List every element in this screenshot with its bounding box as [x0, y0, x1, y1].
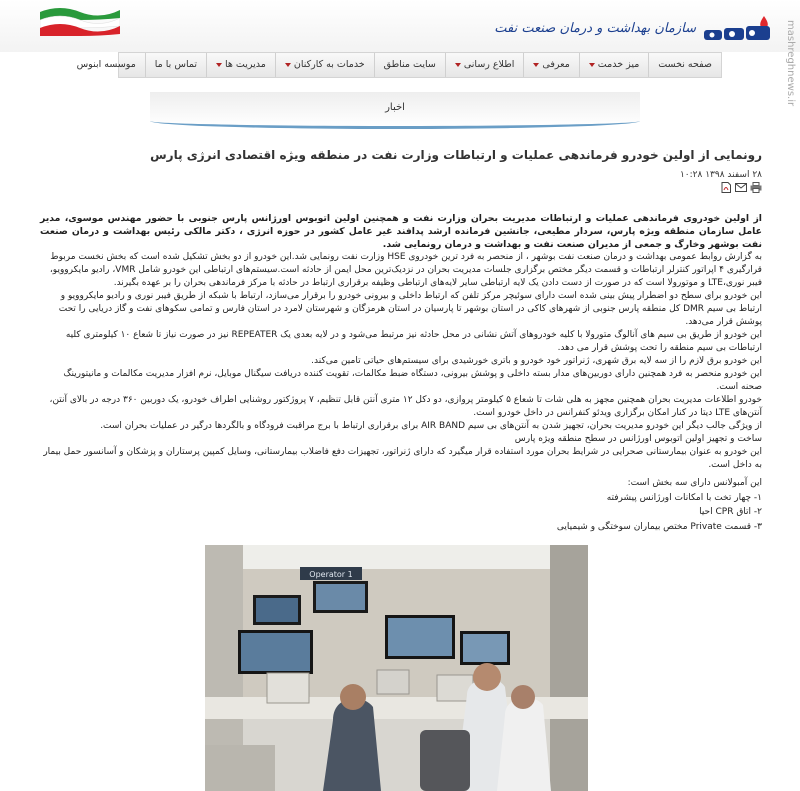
article-photo: [205, 545, 588, 791]
chevron-down-icon: [285, 63, 291, 67]
org-logo[interactable]: [494, 12, 772, 44]
chevron-down-icon: [533, 63, 539, 67]
body-paragraph: این خودرو برای سطح دو اضطرار پیش بینی شده است دارای سوئیچر مرکز تلفن که ارتباط داخلی و بیرونی خودرو را برقرار می‌سازد، ارتباط با شبکه از طریق فیبر نوری و رادیو مایکروویو و ارتباط بی سیم DMR کل منطقه پارس جنوبی از شهرهای کاکی در استان بوشهر تا پارسیان در استان هرمزگان و شهرستان لامرد در استان فارس و تمامی سکوهای نفت و گاز دریایی را تحت پوشش قرار می‌دهد.: [58, 291, 762, 327]
operator-sign: Operator 1: [309, 570, 353, 579]
body-paragraph: خودرو اطلاعات مدیریت بحران همچنین مجهز به هلی شات تا شعاع ۵ کیلومتر پروازی، دو دکل ۱۲ متری آنتن قابل تنظیم، ۷ پروژکتور روشنایی اطراف خودرو، یک دوربین ۳۶۰ درجه در بالای آنتن، آنتن‌های LTE دیتا در کنار امکان برگزاری ویدئو کنفرانس در داخل خودرو است.: [49, 395, 762, 418]
body-paragraph: به گزارش روابط عمومی بهداشت و درمان صنعت نفت بوشهر ، از منحصر به فرد ترین خودروی HSE وزارت نفت رونمایی شد.این خودرو از دو بخش تشکیل شده است که بخش نخست مربوط قرارگیری ۴ اپراتور کنترلر ارتباطات و قسمت دیگر مختص برگزاری جلسات مدیریت بحران در نزدیک‌ترین محل ایمن از حادثه است.سیستم‌های ارتباطی این خودرو شامل VMR، رادیو مایکروویو، فیبر نوری،LTE و موتورولا است که در صورت از دست دادن یک لایه ارتباطی سایر لایه‌های ارتباطی وظیفه برقراری ارتباط در حادثه با مرکز فرماندهی بحران را بر عهده بگیرند.: [49, 252, 762, 288]
list-intro: این آمبولانس دارای سه بخش است:: [627, 478, 762, 488]
oil-company-logo-icon: [702, 12, 772, 44]
article-body: [40, 251, 762, 472]
body-paragraph: این خودرو برق لازم را از سه لایه برق شهری، ژنراتور خود خودرو و باتری خورشیدی برای سیستم‌های حیاتی تامین می‌کند.: [311, 356, 762, 366]
chevron-down-icon: [216, 63, 222, 67]
nav-item-news[interactable]: اطلاع رسانی: [445, 53, 524, 77]
watermark: mashreghnews.ir: [785, 20, 796, 107]
section-title: اخبار: [385, 102, 405, 113]
body-paragraph: این خودرو به عنوان بیمارستانی صحرایی در شرایط بحران مورد استفاده قرار میگیرد که دارای ژنراتور، تجهیزات دفع فاضلاب بیمارستانی، وسایل کمپین پرستاران و پزشکان و آسانسور حمل بیمار به داخل است.: [43, 447, 762, 470]
nav-item-home[interactable]: صفحه نخست: [648, 53, 721, 77]
org-name: سازمان بهداشت و درمان صنعت نفت: [494, 20, 696, 36]
body-paragraph: از ویژگی جالب دیگر این خودرو مدیریت بحران، تجهیز شدن به آنتن‌های بی سیم AIR BAND برای برقراری ارتباط با برج مراقبت فرودگاه و بالگردها درگیر در عملیات بحران است.: [100, 421, 762, 431]
ambulance-sections-list: [40, 476, 762, 534]
article-tools: [720, 182, 762, 193]
article-headline: رونمایی از اولین خودرو فرماندهی عملیات و ارتباطات وزارت نفت در منطقه ویژه اقتصادی انرژی پارس: [150, 148, 762, 162]
chevron-down-icon: [589, 63, 595, 67]
article-date: ۲۸ اسفند ۱۳۹۸ ۱۰:۲۸: [679, 170, 762, 180]
list-item: ۱- چهار تخت با امکانات اورژانس پیشرفته: [606, 492, 762, 503]
chevron-down-icon: [455, 63, 461, 67]
nav-item-abnous[interactable]: موسسه ابنوس: [76, 59, 136, 70]
body-paragraph: ساخت و تجهیز اولین اتوبوس اورژانس در سطح منطقه ویژه پارس: [514, 434, 762, 444]
nav-item-regions[interactable]: سایت مناطق: [374, 53, 445, 77]
body-paragraph: این خودرو منحصر به فرد همچنین دارای دوربین‌های مدار بسته داخلی و پوشش بیرونی، دستگاه ضبط مکالمات، تقویت کننده دریافت سیگنال موبایل، نرم افزار مدیریت مکالمات و مانیتورینگ صحنه است.: [63, 369, 762, 392]
article-lead: از اولین خودروی فرماندهی عملیات و ارتباطات مدیریت بحران وزارت نفت و همچنین اولین اتوبوس اورژانس پارس جنوبی با حضور مهندس موسوی، مدیر عامل سازمان منطقه ویژه پارس، سردار مطیعی، جانشین فرمانده ارشد پدافند غیر عامل کشور در حوزه انرژی ، دکتر مالکی رئیس بهداشت و درمان صنعت نفت بوشهر وخارگ و جمعی از مدیران صنعت نفت و بهداشت و درمان رونمایی شد.: [40, 213, 762, 250]
main-nav: [76, 52, 722, 78]
iran-flag-icon: [40, 4, 120, 36]
nav-item-service-desk[interactable]: میز خدمت: [579, 53, 649, 77]
email-icon[interactable]: [735, 182, 747, 193]
nav-item-departments[interactable]: مدیریت ها: [206, 53, 275, 77]
nav-item-contact[interactable]: تماس با ما: [145, 53, 206, 77]
body-paragraph: این خودرو از طریق بی سیم های آنالوگ متورولا با کلیه خودروهای آتش نشانی در محل حادثه نیز مرتبط می‌شود و در لایه بعدی یک REPEATER نیز در صورت نیاز تا شعاع ۱۰ کیلومتری کلیه ارتباطات بی سیم منطقه را تحت پوشش قرار می دهد.: [65, 330, 762, 353]
print-icon[interactable]: [750, 182, 762, 193]
list-item: ۳- قسمت Private مختص بیماران سوختگی و شیمیایی: [556, 521, 762, 532]
section-header: [150, 92, 640, 129]
nav-item-staff-services[interactable]: خدمات به کارکنان: [275, 53, 374, 77]
nav-item-about[interactable]: معرفی: [523, 53, 578, 77]
list-item: ۲- اتاق CPR احیا: [699, 507, 762, 517]
pdf-icon[interactable]: [720, 182, 732, 193]
